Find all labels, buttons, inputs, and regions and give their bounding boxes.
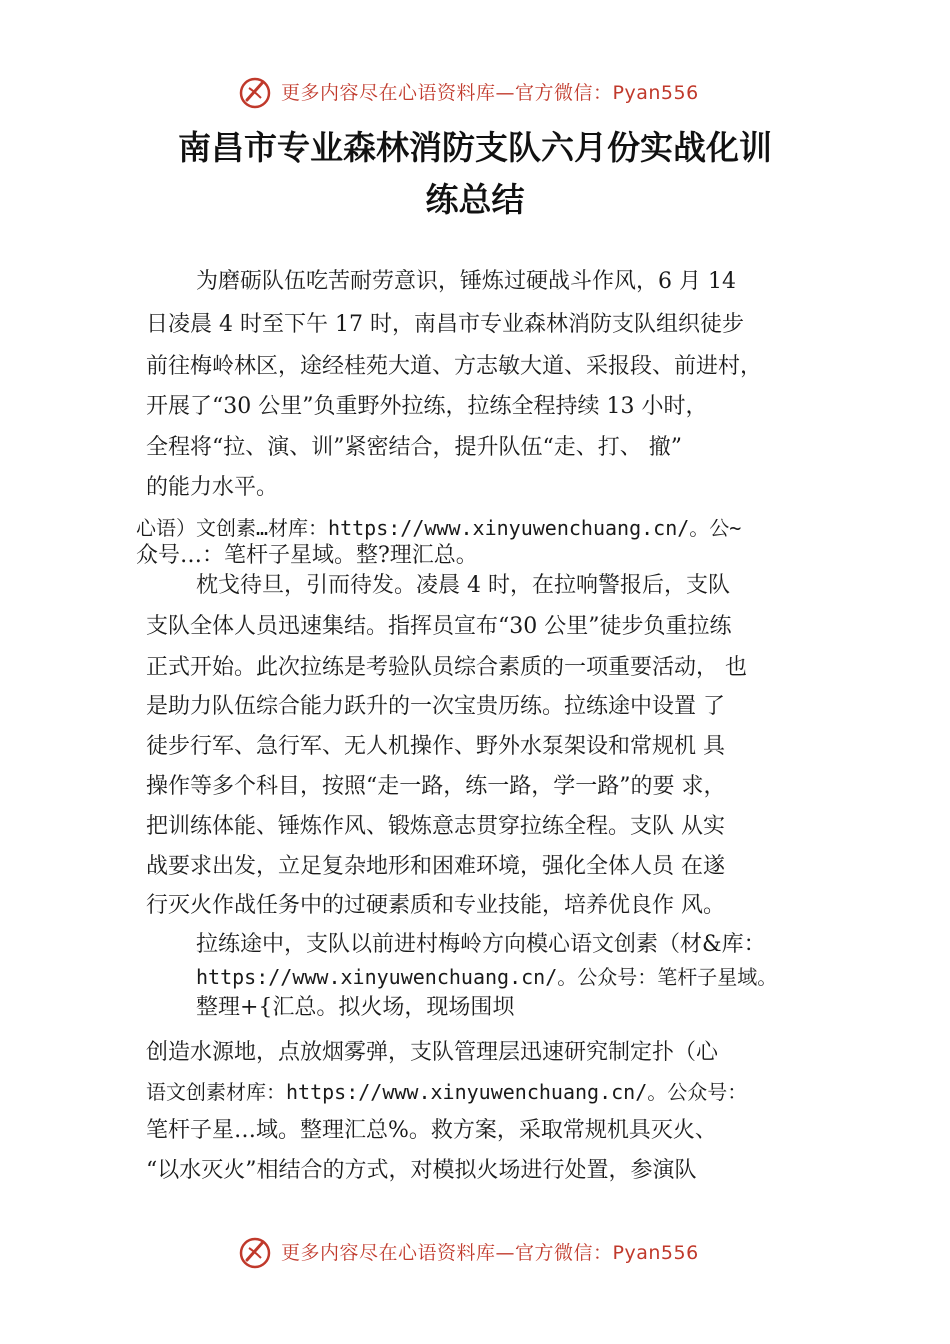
body-line: 笔杆子星…域。整理汇总%。救方案，采取常规机具灭火、 — [146, 1118, 717, 1143]
body-line: https://www.xinyuwenchuang.cn/。公众号：笔杆子星域。 — [196, 965, 778, 989]
document-title — [0, 122, 950, 226]
body-line: 众号…：笔杆子星域。整?理汇总。 — [136, 543, 478, 568]
header-watermark-banner — [0, 72, 950, 112]
body-line: 把训练体能、锤炼作风、锻炼意志贯穿拉练全程。支队 从实 — [146, 814, 725, 839]
body-line: 开展了“30 公里”负重野外拉练，拉练全程持续 13 小时， — [146, 394, 708, 419]
body-line: 全程将“拉、演、训”紧密结合，提升队伍“走、打、 撤” — [146, 435, 682, 460]
footer-watermark-banner — [0, 1232, 950, 1272]
body-line: “以水灭火”相结合的方式，对模拟火场进行处置，参演队 — [146, 1158, 697, 1183]
title-line-1: 南昌市专业森林消防支队六月份实战化训 — [178, 128, 772, 167]
body-line: 为磨砺队伍吃苦耐劳意识，锤炼过硬战斗作风，6 月 14 — [196, 269, 736, 294]
brush-logo-icon — [237, 74, 273, 110]
body-line: 支队全体人员迅速集结。指挥员宣布“30 公里”徒步负重拉练 — [146, 614, 732, 639]
banner-text: 更多内容尽在心语资料库—官方微信：Pyan556 — [281, 82, 699, 104]
body-line: 创造水源地，点放烟雾弹，支队管理层迅速研究制定扑（心 — [146, 1040, 719, 1065]
body-line: 枕戈待旦，引而待发。凌晨 4 时，在拉响警报后，支队 — [196, 573, 730, 598]
title-line-2: 练总结 — [425, 180, 525, 219]
body-line: 心语）文创素…材库：https://www.xinyuwenchuang.cn/。公~ — [136, 516, 742, 540]
body-line: 的能力水平。 — [146, 475, 279, 500]
body-line: 战要求出发，立足复杂地形和困难环境，强化全体人员 在遂 — [146, 854, 725, 879]
body-line: 整理+{汇总。拟火场，现场围坝 — [196, 995, 515, 1020]
body-line: 拉练途中，支队以前进村梅岭方向模心语文创素（材&库： — [196, 932, 766, 957]
body-line: 前往梅岭林区，途经桂苑大道、方志敏大道、采报段、前进村， — [146, 354, 763, 379]
body-line: 徒步行军、急行军、无人机操作、野外水泵架设和常规机 具 — [146, 734, 725, 759]
body-line: 是助力队伍综合能力跃升的一次宝贵历练。拉练途中设置 了 — [146, 694, 725, 719]
body-line: 正式开始。此次拉练是考验队员综合素质的一项重要活动， 也 — [146, 655, 747, 680]
body-line: 语文创素材库：https://www.xinyuwenchuang.cn/。公众号： — [146, 1080, 748, 1104]
body-line: 日凌晨 4 时至下午 17 时，南昌市专业森林消防支队组织徒步 — [146, 312, 744, 337]
brush-logo-icon — [237, 1234, 273, 1270]
body-line: 行灭火作战任务中的过硬素质和专业技能，培养优良作 风。 — [146, 893, 725, 918]
body-line: 操作等多个科目，按照“走一路，练一路，学一路”的要 求， — [146, 774, 726, 799]
banner-text: 更多内容尽在心语资料库—官方微信：Pyan556 — [281, 1242, 699, 1264]
